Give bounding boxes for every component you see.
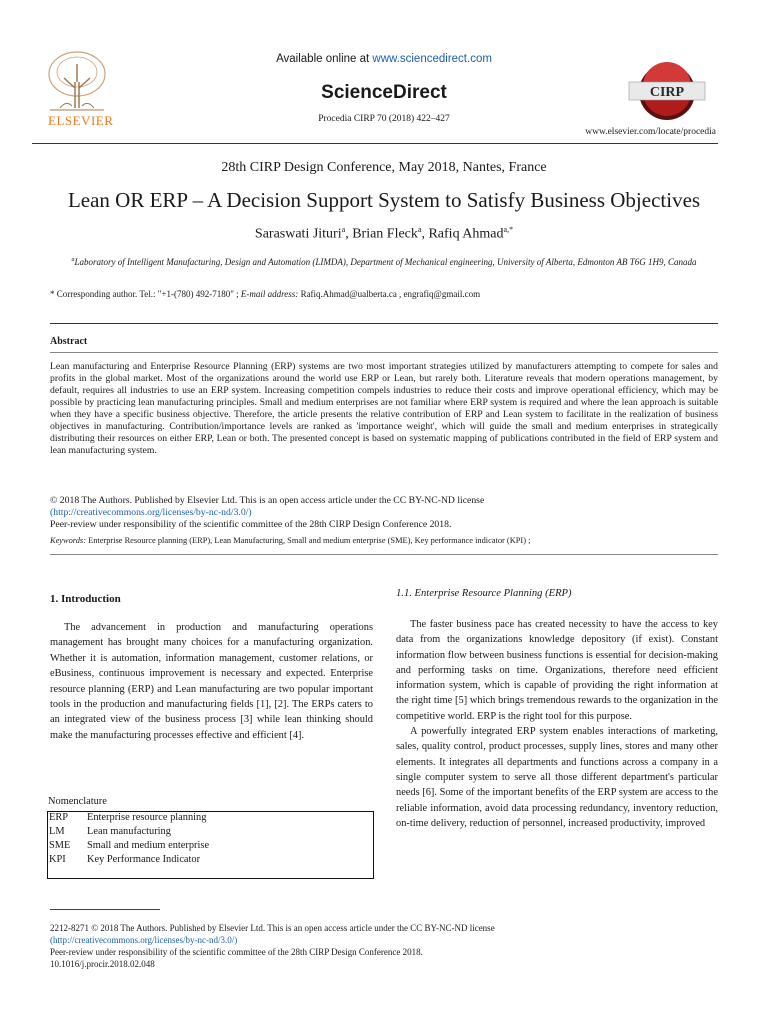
journal-url[interactable]: www.elsevier.com/locate/procedia bbox=[585, 127, 716, 137]
author-affiliation-mark: a,* bbox=[503, 225, 514, 234]
affiliation-text: Laboratory of Intelligent Manufacturing, Design and Automation (LIMDA), Department of Mechanical engineering, University of Alberta, Edmonton AB T6G 1H9, Canada bbox=[74, 257, 697, 267]
erp-paragraph: A powerfully integrated ERP system enables interactions of marketing, sales, quality control, product processes, supply lines, stores and many other elements. It integrates all departments and functions across a company in a single computer system to serve all those different department's particular needs [6]. Some of the important benefits of the ERP system are access to the reliable information, avoid data processing redundancy, inventory reduction, on-time delivery, reduction of personnel, increased productivity, improved bbox=[396, 726, 718, 829]
cirp-logo-text: CIRP bbox=[649, 85, 685, 100]
abstract-copyright bbox=[50, 495, 718, 531]
corresponding-email[interactable]: Rafiq.Ahmad@ualberta.ca , engrafiq@gmail.com bbox=[300, 289, 481, 299]
header-divider bbox=[32, 143, 718, 144]
footer-license-link[interactable]: (http://creativecommons.org/licenses/by-nc-nd/3.0/) bbox=[50, 935, 238, 945]
author-name: Saraswati Jituri bbox=[254, 226, 342, 242]
keywords bbox=[50, 536, 718, 545]
footer-rule bbox=[50, 909, 160, 910]
nomenclature-row bbox=[47, 839, 374, 853]
section-heading-introduction: 1. Introduction bbox=[50, 593, 121, 605]
affiliation bbox=[50, 254, 718, 269]
erp-section-body bbox=[396, 617, 718, 831]
footer-doi[interactable]: 10.1016/j.procir.2018.02.048 bbox=[50, 959, 155, 969]
nomenclature-meaning: Small and medium enterprise bbox=[87, 840, 210, 851]
abstract-bottom-rule bbox=[50, 554, 718, 555]
available-prefix: Available online at bbox=[276, 53, 373, 65]
corresponding-label: * Corresponding author. Tel.: bbox=[50, 289, 158, 299]
corresponding-author: * Corresponding author. Tel.: "+1-(780) 492-7180" ; E-mail address: Rafiq.Ahmad@ualberta.ca , engrafiq@gmail.com bbox=[50, 289, 481, 299]
cirp-logo bbox=[626, 62, 708, 122]
erp-paragraph: The faster business pace has created necessity to have the access to key data from the organizations knowledge depository (if exist). Constant information flow between business functions is essential for decision-making and performing tasks on time. Organizations, therefore need efficient information system, which is capable of providing the right information at the right time [5] which brings tremendous rewards to the organization in the competitive world. ERP is the right tool for this purpose. bbox=[396, 619, 718, 722]
peer-review-line: Peer-review under responsibility of the scientific committee of the 28th CIRP Design Conference 2018. bbox=[50, 519, 452, 530]
author-name: Rafiq Ahmad bbox=[428, 226, 504, 242]
section-heading-erp: 1.1. Enterprise Resource Planning (ERP) bbox=[396, 588, 572, 599]
nomenclature-meaning: Enterprise resource planning bbox=[87, 812, 207, 823]
keywords-text: Enterprise Resource planning (ERP), Lean Manufacturing, Small and medium enterprise (SME), Key performance indicator (KPI) ; bbox=[88, 536, 531, 545]
author-list: Saraswati Jituri$^a$, Brian Fleck$^a$, Rafiq Ahmad$^{a,*}$ bbox=[254, 225, 514, 242]
nomenclature-meaning: Lean manufacturing bbox=[87, 826, 171, 837]
abstract-heading: Abstract bbox=[50, 336, 88, 347]
copyright-line: © 2018 The Authors. Published by Elsevier Ltd. This is an open access article under the CC BY-NC-ND license bbox=[50, 495, 485, 506]
elsevier-wordmark: ELSEVIER bbox=[48, 113, 114, 128]
license-link[interactable]: (http://creativecommons.org/licenses/by-nc-nd/3.0/) bbox=[50, 507, 252, 518]
sciencedirect-link[interactable]: www.sciencedirect.com bbox=[372, 53, 492, 65]
nomenclature-row bbox=[47, 853, 374, 867]
page-footer bbox=[50, 922, 718, 970]
keywords-label: Keywords: bbox=[50, 536, 86, 545]
email-label: E-mail address: bbox=[240, 289, 299, 299]
abstract-top-rule bbox=[50, 323, 718, 324]
footer-peer-review: Peer-review under responsibility of the scientific committee of the 28th CIRP Design Conference 2018. bbox=[50, 947, 423, 957]
nomenclature-abbr: ERP bbox=[49, 812, 69, 823]
introduction-paragraph: The advancement in production and manufacturing operations management has brought many choices for a manufacturing organization. Whether it is automation, information management, customer relations, or eBusiness, continuous improvement is necessary and expected. Enterprise resource planning (ERP) and Lean manufacturing are two popular important tools in the production and manufacturing fields [1], [2]. The ERPs caters to an integrated view of the business process [3] while lean thinking should make the manufacturing processes effective and efficient [4]. bbox=[50, 622, 373, 741]
nomenclature-abbr: SME bbox=[49, 840, 71, 851]
conference-line: 28th CIRP Design Conference, May 2018, Nantes, France bbox=[221, 160, 547, 175]
affiliation-mark: a bbox=[71, 257, 75, 263]
abstract-text: Lean manufacturing and Enterprise Resource Planning (ERP) systems are two most important strategies utilized by manufacturers attempting to compete for sales and profits in the global market. Most of the organizations around the world use ERP or Lean, but rarely both. Literature reveals that modern operations management, by default, requires all industries to use an ERP system. Increasing competition compels industries to reduce their costs and improve operational efficiency, which may be possible by practicing lean manufacturing principles. Small and medium enterprises are not familiar where ERP system is required and where the lean approach is suitable when they have a specific business objective. Therefore, the article presents the relative contribution of ERP and Lean system to facilitate in the realization of business objectives in manufacturing. Contribution/importance levels are ranked as 'importance weight', which will guide the small and medium enterprises in strategically distributing their resources on either ERP, Lean or both. The presented concept is based on systematic mapping of publications contributed in the field of ERP system and lean manufacturing system. bbox=[50, 361, 718, 456]
author-affiliation-mark: a bbox=[341, 225, 346, 234]
author-name: Brian Fleck bbox=[352, 226, 418, 242]
nomenclature-meaning: Key Performance Indicator bbox=[87, 854, 201, 865]
corresponding-tel: "+1-(780) 492-7180" bbox=[157, 289, 234, 299]
nomenclature-abbr: KPI bbox=[49, 854, 66, 865]
nomenclature-label: Nomenclature bbox=[48, 796, 107, 807]
sciencedirect-title: ScienceDirect bbox=[321, 82, 447, 103]
footer-copyright: 2212-8271 © 2018 The Authors. Published by Elsevier Ltd. This is an open access article under the CC BY-NC-ND license bbox=[50, 923, 495, 933]
abstract-heading-rule bbox=[50, 352, 718, 353]
nomenclature-row bbox=[47, 811, 374, 825]
paper-title: Lean OR ERP – A Decision Support System to Satisfy Business Objectives bbox=[67, 188, 701, 212]
author-affiliation-mark: a bbox=[417, 225, 422, 234]
nomenclature-row bbox=[47, 825, 374, 839]
journal-reference: Procedia CIRP 70 (2018) 422–427 bbox=[318, 114, 450, 124]
nomenclature-abbr: LM bbox=[49, 826, 65, 837]
nomenclature-table bbox=[47, 811, 374, 867]
